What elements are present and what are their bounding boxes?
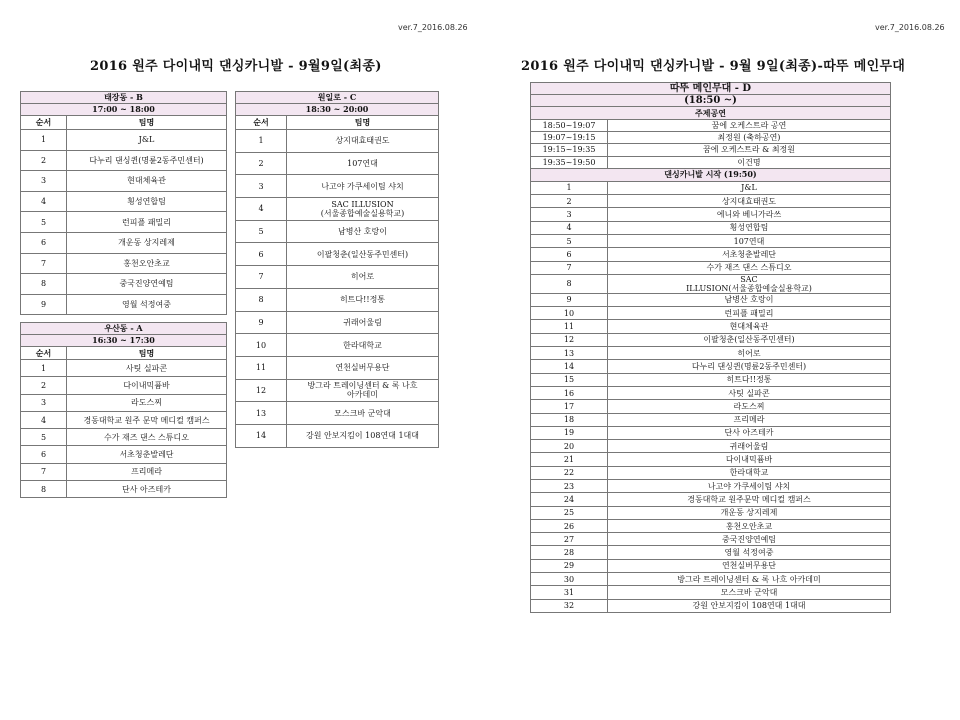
order-cell: 29 xyxy=(531,559,608,572)
order-cell: 2 xyxy=(236,152,287,175)
venue-label: 우산동 - A xyxy=(21,323,227,335)
table-row xyxy=(21,294,227,315)
order-cell: 3 xyxy=(21,394,67,411)
team-name-cell: 사팃 실파콘 xyxy=(608,386,891,399)
order-cell: 26 xyxy=(531,519,608,532)
table-time-row xyxy=(531,95,891,107)
order-cell: 2 xyxy=(21,150,67,171)
team-name-cell: 한라대학교 xyxy=(608,466,891,479)
team-name-cell: 서초청춘발레단 xyxy=(67,446,227,463)
order-cell: 5 xyxy=(531,234,608,247)
team-name-cell: 히어로 xyxy=(287,266,439,289)
carnival-start-header: 댄싱카니발 시작 (19:50) xyxy=(531,168,891,181)
time-label: (18:50 ~) xyxy=(531,95,891,107)
theme-performance-header: 주제공연 xyxy=(531,107,891,120)
team-name-cell: 프리메라 xyxy=(67,463,227,480)
version-label: ver.7_2016.08.26 xyxy=(398,23,468,32)
order-cell: 6 xyxy=(236,243,287,266)
team-name-cell: SAC ILLUSION(서울종합예술실용학교) xyxy=(608,274,891,293)
order-cell: 31 xyxy=(531,586,608,599)
table-row xyxy=(236,379,439,402)
table-row xyxy=(21,360,227,377)
column-header-row xyxy=(236,116,439,130)
order-cell: 8 xyxy=(531,274,608,293)
team-name-cell: 방그라 트레이닝센터 & 록 나흐 아카데미 xyxy=(287,379,439,402)
table-time-row xyxy=(21,335,227,347)
order-cell: 14 xyxy=(236,424,287,447)
act-cell: 꿈에 오케스트라 공연 xyxy=(608,120,891,132)
team-name-cell: 횡성연합팀 xyxy=(608,221,891,234)
act-cell: 최정원 (축하공연) xyxy=(608,132,891,144)
team-name-cell: 에니와 베니가라쓰 xyxy=(608,208,891,221)
team-name-cell: 나고야 가쿠세이팀 샤치 xyxy=(608,479,891,492)
order-cell: 2 xyxy=(531,195,608,208)
table-row xyxy=(236,198,439,221)
team-name-cell: 홍천오안초교 xyxy=(67,253,227,274)
page-title: 2016 원주 다이내믹 댄싱카니발 - 9월9일(최종) xyxy=(90,59,382,74)
order-cell: 7 xyxy=(531,261,608,274)
table-row xyxy=(531,195,891,208)
team-name-cell: 방그라 트레이닝센터 & 록 나흐 아카데미 xyxy=(608,573,891,586)
schedule-table-wonil-c xyxy=(235,91,439,448)
table-row xyxy=(531,573,891,586)
table-time-row xyxy=(21,104,227,116)
order-cell: 7 xyxy=(21,253,67,274)
table-row xyxy=(236,424,439,447)
order-cell: 14 xyxy=(531,360,608,373)
table-row xyxy=(21,481,227,498)
team-name-cell: 107연대 xyxy=(287,152,439,175)
order-cell: 3 xyxy=(21,171,67,192)
table-row xyxy=(531,360,891,373)
table-row xyxy=(21,171,227,192)
order-cell: 13 xyxy=(531,347,608,360)
table-row xyxy=(531,440,891,453)
team-name-cell: 수가 재즈 댄스 스튜디오 xyxy=(67,429,227,446)
table-row xyxy=(531,400,891,413)
team-name-cell: 이팔청춘(일산동주민센터) xyxy=(608,333,891,346)
table-venue-row xyxy=(531,83,891,95)
team-name-cell: 강원 안보지킴이 108연대 1대대 xyxy=(608,599,891,612)
order-cell: 13 xyxy=(236,402,287,425)
order-cell: 24 xyxy=(531,493,608,506)
team-name-cell: 한라대학교 xyxy=(287,334,439,357)
table-row xyxy=(21,394,227,411)
table-row xyxy=(236,311,439,334)
table-row xyxy=(531,493,891,506)
order-cell: 8 xyxy=(21,274,67,295)
act-cell: 꿈에 오케스트라 & 최정원 xyxy=(608,144,891,156)
team-name-cell: 런피플 패밀리 xyxy=(67,212,227,233)
team-name-cell: 강원 안보지킴이 108연대 1대대 xyxy=(287,424,439,447)
order-cell: 7 xyxy=(21,463,67,480)
table-row xyxy=(531,307,891,320)
table-row xyxy=(21,411,227,428)
order-cell: 9 xyxy=(236,311,287,334)
schedule-table-usan-a xyxy=(20,322,227,498)
team-name-cell: 히트다!!정통 xyxy=(287,288,439,311)
team-name-cell: 횡성연합팀 xyxy=(67,191,227,212)
schedule-table-main-stage-d xyxy=(530,82,891,613)
order-cell: 5 xyxy=(236,220,287,243)
order-cell: 23 xyxy=(531,479,608,492)
team-name-cell: 런피플 패밀리 xyxy=(608,307,891,320)
order-cell: 6 xyxy=(531,248,608,261)
table-row xyxy=(531,586,891,599)
act-cell: 이건명 xyxy=(608,156,891,168)
table-row xyxy=(531,546,891,559)
order-cell: 1 xyxy=(531,181,608,194)
table-row xyxy=(236,334,439,357)
table-venue-row xyxy=(21,323,227,335)
order-cell: 28 xyxy=(531,546,608,559)
order-cell: 5 xyxy=(21,429,67,446)
table-row xyxy=(21,191,227,212)
order-cell: 4 xyxy=(236,198,287,221)
team-name-cell: 다이내믹퓸바 xyxy=(67,377,227,394)
table-row xyxy=(236,220,439,243)
team-name-cell: 히어로 xyxy=(608,347,891,360)
table-row xyxy=(236,402,439,425)
table-row xyxy=(236,266,439,289)
table-row xyxy=(21,463,227,480)
table-row xyxy=(531,181,891,194)
table-row xyxy=(236,356,439,379)
table-row xyxy=(531,347,891,360)
theme-performance-row xyxy=(531,132,891,144)
table-row xyxy=(21,274,227,295)
table-row xyxy=(21,446,227,463)
team-name-cell: 다이내믹퓸바 xyxy=(608,453,891,466)
team-name-cell: 중국진양연예팀 xyxy=(608,533,891,546)
team-name-cell: 다누리 댄싱퀸(명륜2동주민센터) xyxy=(608,360,891,373)
time-cell: 19:15~19:35 xyxy=(531,144,608,156)
theme-performance-row xyxy=(531,156,891,168)
table-time-row xyxy=(236,104,439,116)
col-header-team: 팀명 xyxy=(287,116,439,130)
time-label: 18:30 ~ 20:00 xyxy=(236,104,439,116)
theme-performance-row xyxy=(531,144,891,156)
team-name-cell: 개운동 상지레제 xyxy=(608,506,891,519)
right-document-page xyxy=(486,0,960,720)
col-header-no: 순서 xyxy=(236,116,287,130)
table-row xyxy=(531,599,891,612)
table-row xyxy=(531,274,891,293)
version-label: ver.7_2016.08.26 xyxy=(875,23,945,32)
team-name-cell: 프리메라 xyxy=(608,413,891,426)
team-name-cell: 라도스찌 xyxy=(67,394,227,411)
order-cell: 4 xyxy=(21,411,67,428)
team-name-cell: 다누리 댄싱퀸(명륜2동주민센터) xyxy=(67,150,227,171)
order-cell: 25 xyxy=(531,506,608,519)
section-header-theme xyxy=(531,107,891,120)
order-cell: 30 xyxy=(531,573,608,586)
team-name-cell: 연천실버무용단 xyxy=(608,559,891,572)
table-row xyxy=(531,386,891,399)
team-name-cell: 홍천오안초교 xyxy=(608,519,891,532)
table-row xyxy=(531,221,891,234)
team-name-cell: 히트다!!정통 xyxy=(608,373,891,386)
column-header-row xyxy=(21,347,227,360)
order-cell: 4 xyxy=(531,221,608,234)
col-header-team: 팀명 xyxy=(67,116,227,130)
team-name-cell: 단사 아즈테카 xyxy=(67,481,227,498)
table-row xyxy=(531,559,891,572)
order-cell: 8 xyxy=(236,288,287,311)
order-cell: 7 xyxy=(236,266,287,289)
team-name-cell: 현대체육관 xyxy=(67,171,227,192)
team-name-cell: 서초청춘발레단 xyxy=(608,248,891,261)
table-row xyxy=(531,248,891,261)
table-row xyxy=(531,234,891,247)
team-name-cell: 라도스찌 xyxy=(608,400,891,413)
order-cell: 12 xyxy=(531,333,608,346)
team-name-cell: 107연대 xyxy=(608,234,891,247)
team-name-cell: 단사 아즈테카 xyxy=(608,426,891,439)
table-row xyxy=(21,212,227,233)
order-cell: 6 xyxy=(21,446,67,463)
team-name-cell: 상지대효태권도 xyxy=(287,130,439,153)
table-row xyxy=(21,130,227,151)
schedule-table-taejang-b xyxy=(20,91,227,315)
team-name-cell: 상지대효태권도 xyxy=(608,195,891,208)
order-cell: 11 xyxy=(236,356,287,379)
table-row xyxy=(21,253,227,274)
table-row xyxy=(236,175,439,198)
team-name-cell: 현대체육관 xyxy=(608,320,891,333)
order-cell: 21 xyxy=(531,453,608,466)
team-name-cell: SAC ILLUSION (서울종합예술실용학교) xyxy=(287,198,439,221)
table-row xyxy=(531,293,891,306)
team-name-cell: 이팔청춘(일산동주민센터) xyxy=(287,243,439,266)
order-cell: 10 xyxy=(236,334,287,357)
team-name-cell: 사팃 실파콘 xyxy=(67,360,227,377)
table-row xyxy=(531,426,891,439)
order-cell: 6 xyxy=(21,232,67,253)
table-venue-row xyxy=(21,92,227,104)
table-row xyxy=(21,150,227,171)
table-row xyxy=(531,466,891,479)
table-row xyxy=(531,413,891,426)
section-header-carnival xyxy=(531,168,891,181)
page-title: 2016 원주 다이내믹 댄싱카니발 - 9월 9일(최종)-따뚜 메인무대 xyxy=(521,59,906,74)
time-label: 17:00 ~ 18:00 xyxy=(21,104,227,116)
team-name-cell: 모스크바 군악대 xyxy=(287,402,439,425)
order-cell: 2 xyxy=(21,377,67,394)
order-cell: 12 xyxy=(236,379,287,402)
team-name-cell: 경동대학교 원주문막 메디컬 캠퍼스 xyxy=(608,493,891,506)
col-header-team: 팀명 xyxy=(67,347,227,360)
order-cell: 1 xyxy=(21,130,67,151)
table-row xyxy=(531,333,891,346)
order-cell: 27 xyxy=(531,533,608,546)
team-name-cell: 수가 재즈 댄스 스튜디오 xyxy=(608,261,891,274)
order-cell: 9 xyxy=(21,294,67,315)
team-name-cell: 나고야 가쿠세이팀 샤치 xyxy=(287,175,439,198)
table-row xyxy=(531,261,891,274)
order-cell: 1 xyxy=(21,360,67,377)
order-cell: 18 xyxy=(531,413,608,426)
table-row xyxy=(21,377,227,394)
team-name-cell: 영월 석정여중 xyxy=(608,546,891,559)
team-name-cell: 남병산 호랑이 xyxy=(287,220,439,243)
time-cell: 19:35~19:50 xyxy=(531,156,608,168)
team-name-cell: 경동대학교 원주 문막 메디컬 캠퍼스 xyxy=(67,411,227,428)
team-name-cell: 연천실버무용단 xyxy=(287,356,439,379)
team-name-cell: 남병산 호랑이 xyxy=(608,293,891,306)
table-row xyxy=(236,288,439,311)
table-venue-row xyxy=(236,92,439,104)
order-cell: 17 xyxy=(531,400,608,413)
order-cell: 19 xyxy=(531,426,608,439)
team-name-cell: 중국진양연예팀 xyxy=(67,274,227,295)
table-row xyxy=(21,232,227,253)
order-cell: 5 xyxy=(21,212,67,233)
table-row xyxy=(531,519,891,532)
order-cell: 9 xyxy=(531,293,608,306)
venue-label: 따뚜 메인무대 - D xyxy=(531,83,891,95)
order-cell: 4 xyxy=(21,191,67,212)
order-cell: 8 xyxy=(21,481,67,498)
team-name-cell: 귀래어울림 xyxy=(287,311,439,334)
time-cell: 19:07~19:15 xyxy=(531,132,608,144)
order-cell: 20 xyxy=(531,440,608,453)
team-name-cell: J&L xyxy=(608,181,891,194)
order-cell: 15 xyxy=(531,373,608,386)
column-header-row xyxy=(21,116,227,130)
venue-label: 원일로 - C xyxy=(236,92,439,104)
table-row xyxy=(531,533,891,546)
table-row xyxy=(531,479,891,492)
team-name-cell: 모스크바 군악대 xyxy=(608,586,891,599)
team-name-cell: 개운동 상지레제 xyxy=(67,232,227,253)
table-row xyxy=(21,429,227,446)
order-cell: 11 xyxy=(531,320,608,333)
table-row xyxy=(236,130,439,153)
table-row xyxy=(531,373,891,386)
table-row xyxy=(236,243,439,266)
order-cell: 32 xyxy=(531,599,608,612)
team-name-cell: 영월 석정여중 xyxy=(67,294,227,315)
order-cell: 16 xyxy=(531,386,608,399)
col-header-no: 순서 xyxy=(21,347,67,360)
order-cell: 1 xyxy=(236,130,287,153)
time-label: 16:30 ~ 17:30 xyxy=(21,335,227,347)
table-row xyxy=(531,506,891,519)
table-row xyxy=(236,152,439,175)
team-name-cell: J&L xyxy=(67,130,227,151)
venue-label: 태장동 - B xyxy=(21,92,227,104)
table-row xyxy=(531,320,891,333)
team-name-cell: 귀래어울림 xyxy=(608,440,891,453)
time-cell: 18:50~19:07 xyxy=(531,120,608,132)
table-row xyxy=(531,208,891,221)
theme-performance-row xyxy=(531,120,891,132)
table-row xyxy=(531,453,891,466)
order-cell: 3 xyxy=(236,175,287,198)
col-header-no: 순서 xyxy=(21,116,67,130)
order-cell: 10 xyxy=(531,307,608,320)
order-cell: 22 xyxy=(531,466,608,479)
order-cell: 3 xyxy=(531,208,608,221)
